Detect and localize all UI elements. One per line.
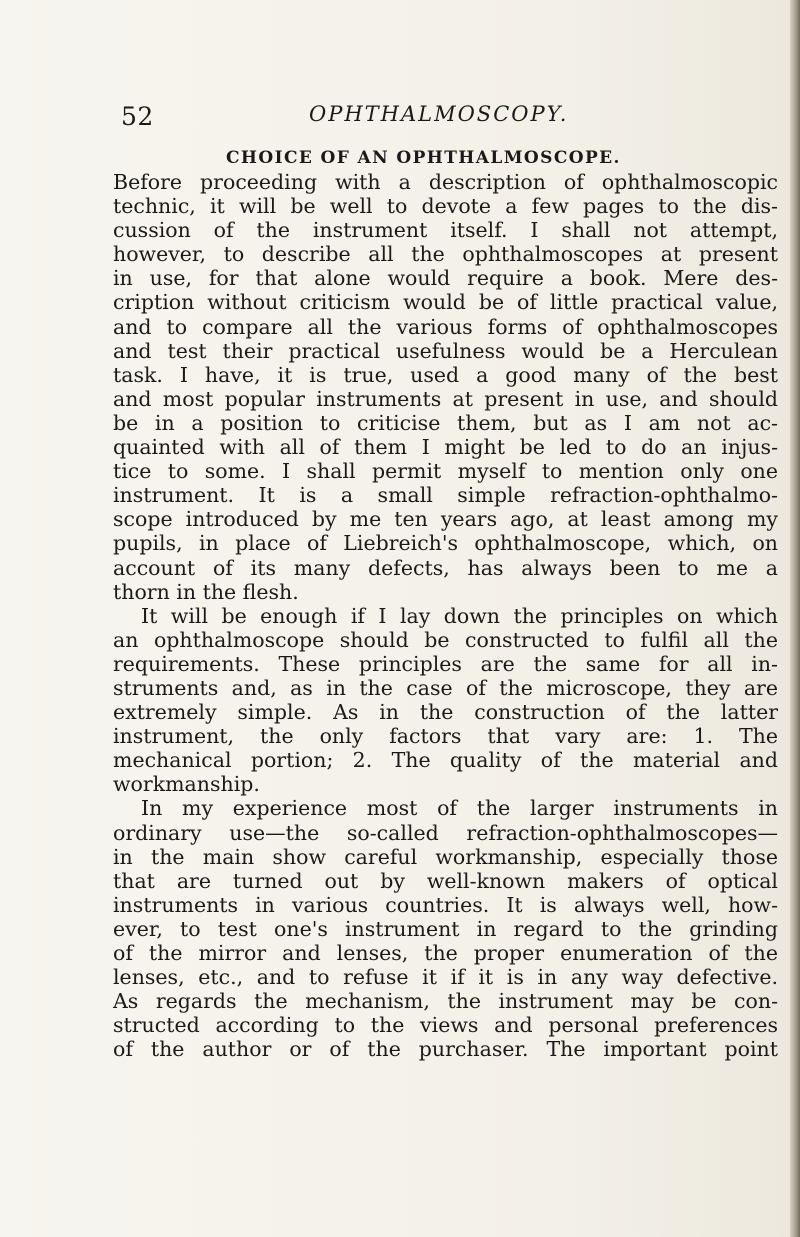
- text-line: scope introduced by me ten years ago, at least among my: [113, 507, 778, 532]
- text-line: and most popular instruments at present in use, and should: [113, 386, 778, 411]
- text-line: extremely simple. As in the construction of the latter: [113, 700, 778, 725]
- text-line: task. I have, it is true, used a good many of the best: [113, 362, 778, 387]
- text-line: that are turned out by well-known makers of optical: [113, 868, 778, 893]
- text-line: As regards the mechanism, the instrument may be con-: [113, 989, 778, 1014]
- text-line: struments and, as in the case of the microscope, they are: [113, 675, 778, 700]
- page-header: [121, 102, 771, 132]
- running-head: OPHTHALMOSCOPY.: [309, 102, 569, 126]
- text-line: instrument. It is a small simple refraction-ophthalmo-: [113, 483, 778, 508]
- text-line: however, to describe all the ophthalmoscopes at present: [113, 242, 778, 267]
- text-line: structed according to the views and personal preferences: [113, 1013, 778, 1038]
- text-line: requirements. These principles are the same for all in-: [113, 651, 778, 676]
- text-line: thorn in the flesh.: [113, 579, 299, 604]
- page-spine-edge: [790, 0, 800, 1237]
- text-line: of the mirror and lenses, the proper enumeration of the: [113, 941, 778, 965]
- text-line: and test their practical usefulness would be a Herculean: [113, 338, 778, 363]
- text-line: pupils, in place of Liebreich's ophthalmoscope, which, on: [113, 531, 778, 556]
- text-line: instrument, the only factors that vary are: 1. The: [113, 724, 778, 749]
- text-line: instruments in various countries. It is always well, how-: [113, 892, 778, 917]
- text-line: ordinary use—the so-called refraction-ophthalmoscopes—: [113, 820, 778, 845]
- text-line: in use, for that alone would require a book. Mere des-: [113, 266, 778, 291]
- text-line: and to compare all the various forms of ophthalmoscopes: [113, 314, 778, 339]
- section-title: CHOICE OF AN OPHTHALMOSCOPE.: [226, 148, 621, 168]
- page-number: 52: [121, 102, 154, 131]
- text-line: be in a position to criticise them, but as I am not ac-: [113, 410, 778, 435]
- text-line: workmanship.: [113, 772, 260, 797]
- text-line: mechanical portion; 2. The quality of the material and: [113, 748, 778, 773]
- text-line: in the main show careful workmanship, especially those: [113, 844, 778, 869]
- body-text: [113, 170, 778, 1061]
- text-line: ever, to test one's instrument in regard to the grinding: [113, 916, 778, 941]
- text-line: In my experience most of the larger instruments in: [141, 796, 778, 821]
- text-line: Before proceeding with a description of ophthalmoscopic: [113, 170, 778, 194]
- text-line: quainted with all of them I might be led to do an injus-: [113, 435, 778, 460]
- text-line: lenses, etc., and to refuse it if it is in any way defective.: [113, 965, 778, 990]
- text-line: account of its many defects, has always been to me a: [113, 555, 778, 580]
- text-line: an ophthalmoscope should be constructed to fulfil all the: [113, 627, 778, 652]
- text-line: cription without criticism would be of little practical value,: [113, 290, 778, 315]
- text-line: cussion of the instrument itself. I shall not attempt,: [113, 218, 778, 243]
- text-line: technic, it will be well to devote a few pages to the dis-: [113, 194, 778, 219]
- text-line: It will be enough if I lay down the principles on which: [141, 603, 778, 628]
- text-line: of the author or of the purchaser. The important point: [113, 1037, 778, 1062]
- text-line: tice to some. I shall permit myself to mention only one: [113, 459, 778, 484]
